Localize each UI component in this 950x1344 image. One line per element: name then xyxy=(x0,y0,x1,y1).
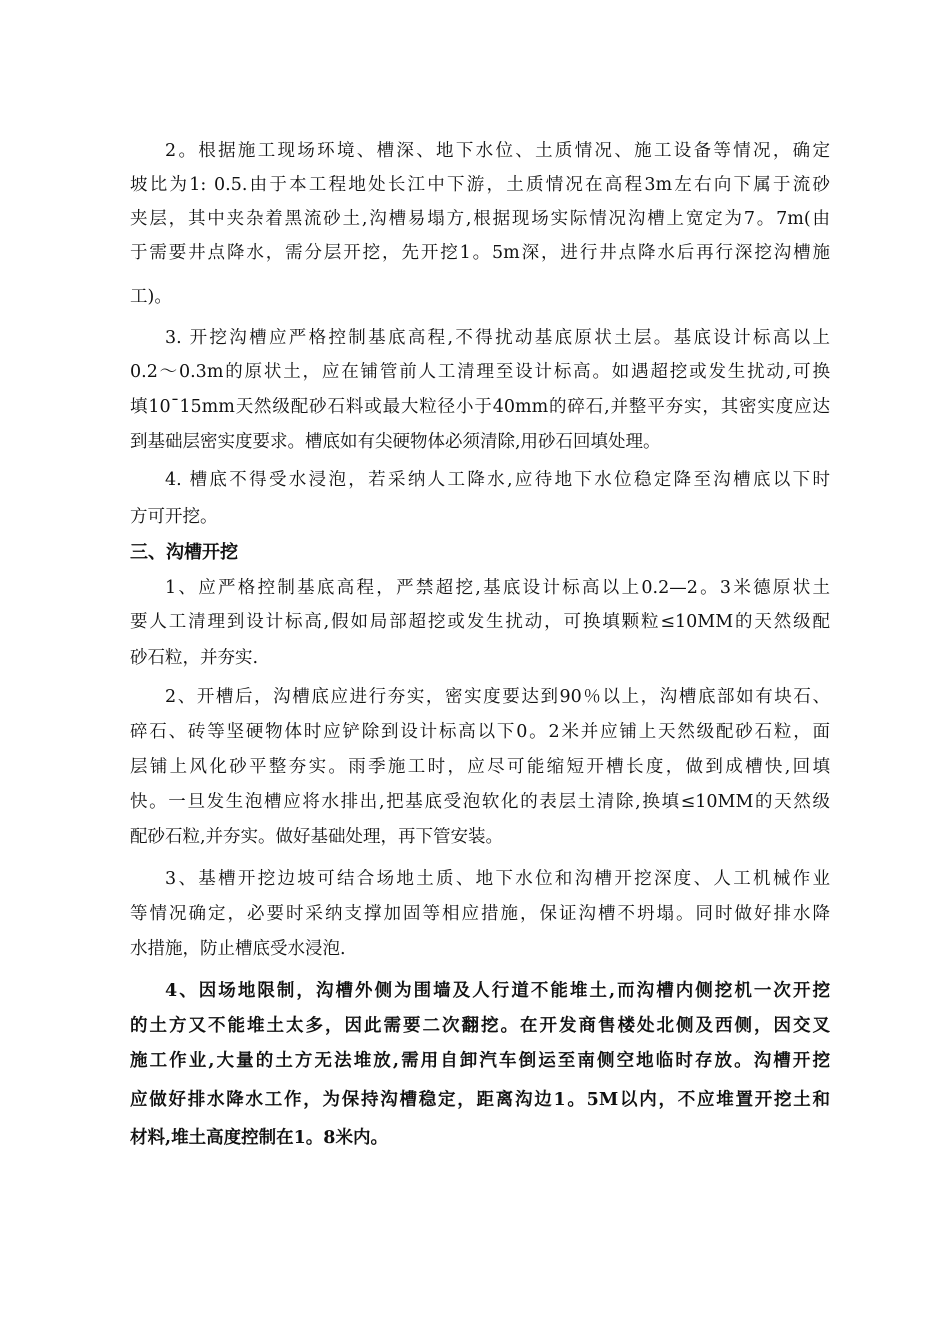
paragraph-4-line-2: 方可开挖。 xyxy=(130,507,218,527)
section-heading: 三、沟槽开挖 xyxy=(130,542,238,563)
section-item-1-line-2: 要人工清理到设计标高,假如局部超挖或发生扰动，可换填颗粒≤10MM的天然级配 xyxy=(130,612,830,632)
section-item-1-line-3: 砂石粒，并夯实. xyxy=(130,648,259,668)
section-item-2-line-3: 层铺上风化砂平整夯实。雨季施工时，应尽可能缩短开槽长度，做到成槽快,回填 xyxy=(130,757,830,777)
section-item-3-line-1: 3、基槽开挖边坡可结合场地土质、地下水位和沟槽开挖深度、人工机械作业 xyxy=(165,869,830,889)
section-item-4-line-5: 材料,堆土高度控制在1。8米内。 xyxy=(130,1128,388,1148)
paragraph-2-line-1: 2。根据施工现场环境、槽深、地下水位、土质情况、施工设备等情况，确定 xyxy=(165,141,830,161)
section-item-4-line-2: 的土方又不能堆土太多，因此需要二次翻挖。在开发商售楼处北侧及西侧，因交叉 xyxy=(130,1016,830,1036)
section-item-2-line-5: 配砂石粒,并夯实。做好基础处理，再下管安装。 xyxy=(130,827,504,847)
paragraph-3-line-3: 填10¯15mm天然级配砂石料或最大粒径小于40mm的碎石,并整平夯实，其密实度应达 xyxy=(130,397,830,417)
paragraph-3-line-4: 到基础层密实度要求。槽底如有尖硬物体必须清除,用砂石回填处理。 xyxy=(130,432,661,452)
section-item-3-line-2: 等情况确定，必要时采纳支撑加固等相应措施，保证沟槽不坍塌。同时做好排水降 xyxy=(130,904,830,924)
paragraph-2-line-5: 工)。 xyxy=(130,287,172,307)
paragraph-4-line-1: 4. 槽底不得受水浸泡，若采纳人工降水,应待地下水位稳定降至沟槽底以下时 xyxy=(165,470,830,490)
section-item-1-line-1: 1、应严格控制基底高程，严禁超挖,基底设计标高以上0.2—2。3米德原状土 xyxy=(165,578,830,598)
section-item-2-line-1: 2、开槽后，沟槽底应进行夯实，密实度要达到90％以上，沟槽底部如有块石、 xyxy=(165,687,830,707)
section-item-4-line-3: 施工作业,大量的土方无法堆放,需用自卸汽车倒运至南侧空地临时存放。沟槽开挖 xyxy=(130,1051,830,1071)
paragraph-2-line-3: 夹层，其中夹杂着黑流砂土,沟槽易塌方,根据现场实际情况沟槽上宽定为7。7m(由 xyxy=(130,209,830,229)
paragraph-2-line-2: 坡比为1: 0.5.由于本工程地处长江中下游，土质情况在高程3m左右向下属于流砂 xyxy=(130,175,830,195)
paragraph-2-line-4: 于需要井点降水，需分层开挖，先开挖1。5m深，进行井点降水后再行深挖沟槽施 xyxy=(130,243,830,263)
paragraph-3-line-1: 3. 开挖沟槽应严格控制基底高程,不得扰动基底原状土层。基底设计标高以上 xyxy=(165,328,830,348)
section-item-2-line-2: 碎石、砖等坚硬物体时应铲除到设计标高以下0。2米并应铺上天然级配砂石粒，面 xyxy=(130,722,830,742)
paragraph-3-line-2: 0.2～0.3m的原状土，应在铺管前人工清理至设计标高。如遇超挖或发生扰动,可换 xyxy=(130,362,830,382)
section-item-3-line-3: 水措施，防止槽底受水浸泡. xyxy=(130,939,346,959)
section-item-2-line-4: 快。一旦发生泡槽应将水排出,把基底受泡软化的表层土清除,换填≤10MM的天然级 xyxy=(130,792,830,812)
section-item-4-line-1: 4、因场地限制，沟槽外侧为围墙及人行道不能堆土,而沟槽内侧挖机一次开挖 xyxy=(165,981,830,1001)
section-item-4-line-4: 应做好排水降水工作，为保持沟槽稳定，距离沟边1。5M以内，不应堆置开挖土和 xyxy=(130,1090,830,1110)
